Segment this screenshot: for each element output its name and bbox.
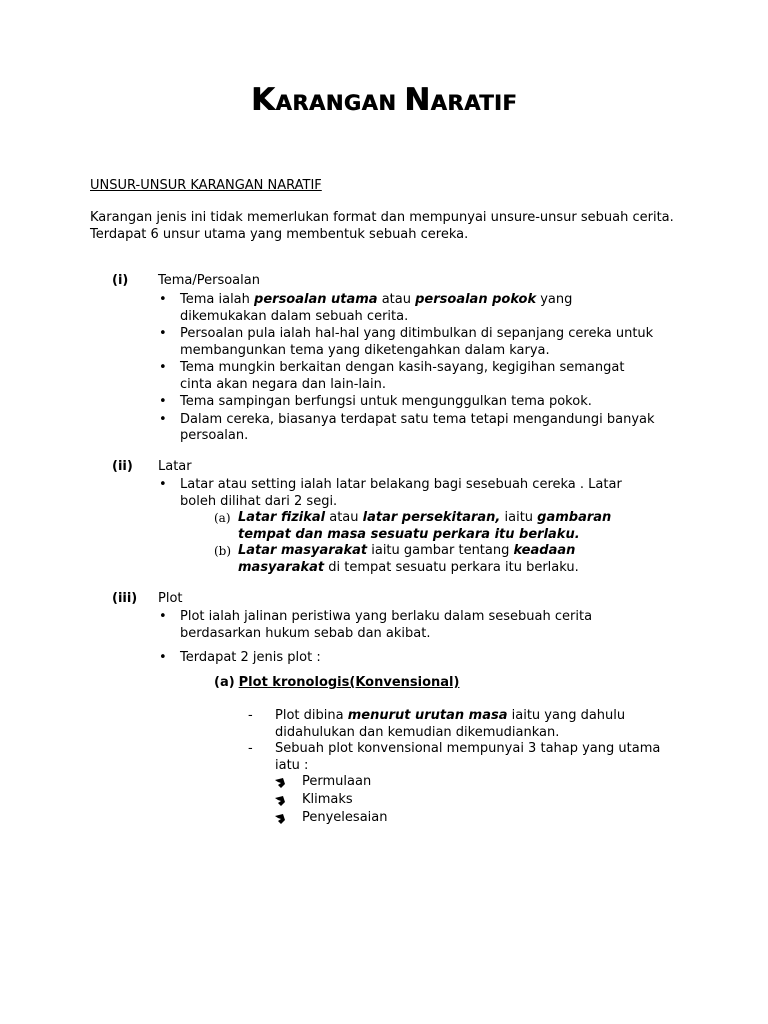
dash-marker: - <box>248 741 253 756</box>
list-item: • Tema mungkin berkaitan dengan kasih-sayang, kegigihan semangat cinta akan negara dan lain-lain. <box>158 360 658 393</box>
section-number: (iii) <box>112 591 138 606</box>
intro-line: Terdapat 6 unsur utama yang membentuk sebuah cereka. <box>90 226 469 242</box>
intro-paragraph <box>90 210 690 243</box>
sub-item-marker: (a) <box>214 511 231 525</box>
section-title: Tema/Persoalan <box>158 273 260 288</box>
arrow-bullet-icon <box>274 813 286 825</box>
list-item: • Dalam cereka, biasanya terdapat satu tema tetapi mengandungi banyak persoalan. <box>158 412 658 445</box>
list-item: Permulaan <box>274 774 371 791</box>
section-title: Latar <box>158 459 192 474</box>
list-item: • Tema sampingan berfungsi untuk mengunggulkan tema pokok. <box>158 394 658 411</box>
list-item: • Terdapat 2 jenis plot : <box>158 650 658 667</box>
list-item: Klimaks <box>274 792 353 809</box>
list-item: Penyelesaian <box>274 810 387 827</box>
bullet-list <box>158 477 658 511</box>
plot-subheading: (a) Plot kronologis(Konvensional) <box>214 675 460 690</box>
sub-item-marker: (b) <box>214 544 232 558</box>
dash-item: - Plot dibina menurut urutan masa iaitu yang dahulu didahulukan dan kemudian dikemudiankan. <box>248 708 626 740</box>
list-item: • Latar atau setting ialah latar belakang bagi sesebuah cereka . Latar boleh dilihat dari 2 segi. <box>158 477 658 510</box>
sub-item: (a) Latar fizikal atau latar persekitaran, iaitu gambaran tempat dan masa sesuatu perkara itu berlaku. <box>214 510 612 542</box>
page-title: KARANGAN NARATIF <box>250 82 518 118</box>
list-item: • Plot ialah jalinan peristiwa yang berlaku dalam sesebuah cerita berdasarkan hukum sebab dan akibat. <box>158 609 658 642</box>
section-heading: UNSUR-UNSUR KARANGAN NARATIF <box>90 178 322 193</box>
dash-item: - Sebuah plot konvensional mempunyai 3 tahap yang utama iatu : <box>248 741 661 773</box>
list-item: • Tema ialah persoalan utama atau persoalan pokok yang dikemukakan dalam sebuah cerita. <box>158 292 658 325</box>
arrow-bullet-icon <box>274 777 286 789</box>
section-number: (i) <box>112 273 129 288</box>
bullet-list <box>158 609 658 668</box>
section-title: Plot <box>158 591 183 606</box>
list-item: • Persoalan pula ialah hal-hal yang ditimbulkan di sepanjang cereka untuk membangunkan tema yang diketengahkan dalam karya. <box>158 326 658 359</box>
section-number: (ii) <box>112 459 133 474</box>
bullet-list <box>158 292 658 446</box>
sub-item: (b) Latar masyarakat iaitu gambar tentang keadaan masyarakat di tempat sesuatu perkara itu berlaku. <box>214 543 579 575</box>
dash-marker: - <box>248 708 253 723</box>
arrow-bullet-icon <box>274 795 286 807</box>
intro-line: Karangan jenis ini tidak memerlukan format dan mempunyai unsure-unsur sebuah cerita. <box>90 210 674 225</box>
